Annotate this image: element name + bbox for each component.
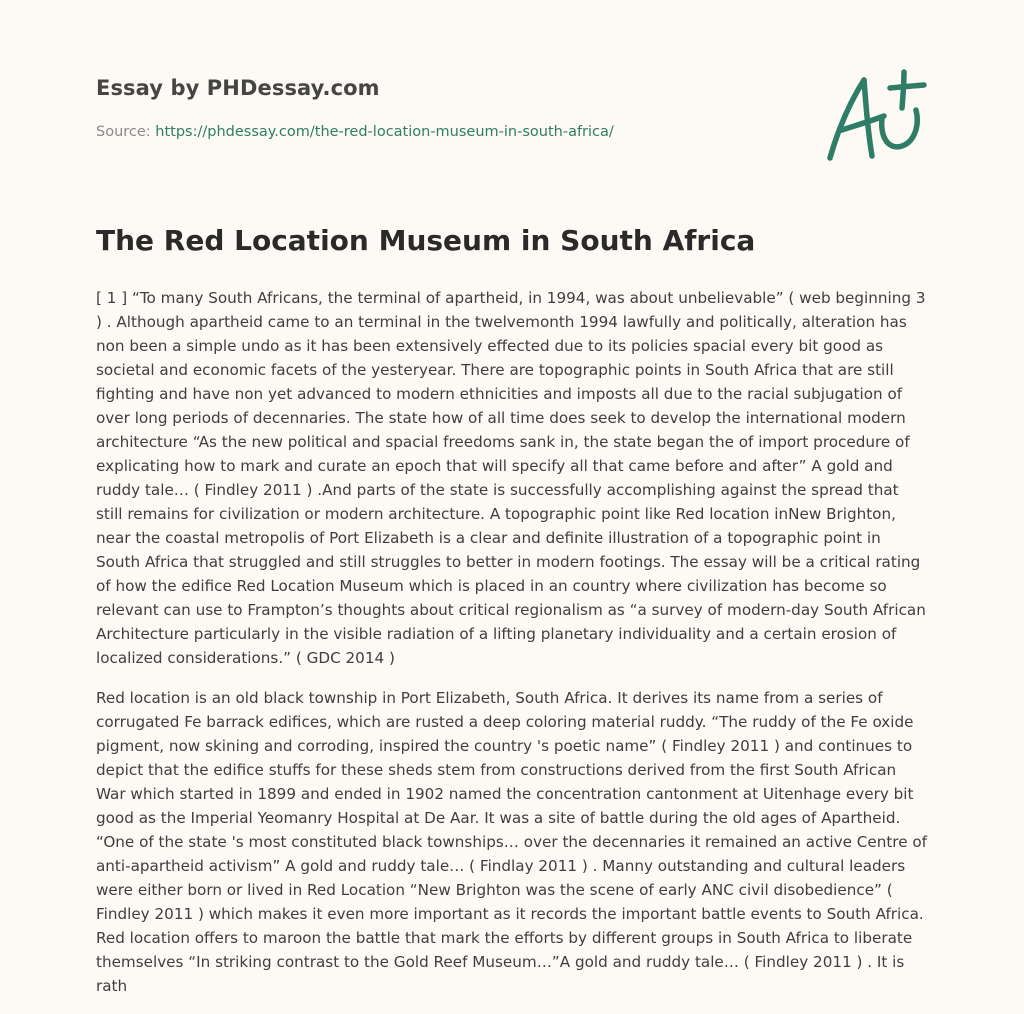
essay-paragraph-1: [ 1 ] “To many South Africans, the terminal of apartheid, in 1994, was about unbelievable” ( web beginning 3 ) . Although apartheid came to an terminal in the twelvemonth 1994 lawfully and politically, alteration has non been a simple undo as it has been extensively effected due to its policies spacial every bit good as societal and economic facets of the yesteryear. There are topographic points in South Africa that are still fighting and have non yet advanced to modern ethnicities and imposts all due to the racial subjugation of over long periods of decennaries. The state how of all time does seek to develop the international modern architecture “As the new political and spacial freedoms sank in, the state began the of import procedure of explicating how to mark and curate an epoch that will specify all that came before and after” A gold and ruddy tale… ( Findley 2011 ) .And parts of the state is successfully accomplishing against the spread that still remains for civilization or modern architecture. A topographic point like Red location inNew Brighton, near the coastal metropolis of Port Elizabeth is a clear and definite illustration of a topographic point in South Africa that struggled and still struggles to better in modern footings. The essay will be a critical rating of how the edifice Red Location Museum which is placed in an country where civilization has become so relevant can use to Frampton’s thoughts about critical regionalism as “a survey of modern-day South African Architecture particularly in the visible radiation of a lifting planetary individuality and a certain erosion of localized considerations.” ( GDC 2014 ) (96, 289, 926, 667)
essay-body (96, 286, 928, 1014)
source-link[interactable]: https://phdessay.com/the-red-location-museum-in-south-africa/ (155, 124, 614, 140)
a-plus-logo-icon (820, 66, 932, 166)
source-label: Source: (96, 124, 151, 140)
site-brand: Essay by PHDessay.com (96, 76, 380, 100)
page-title: The Red Location Museum in South Africa (96, 224, 756, 257)
essay-paragraph-2: Red location is an old black township in Port Elizabeth, South Africa. It derives its name from a series of corrugated Fe barrack edifices, which are rusted a deep coloring material ruddy. “The ruddy of the Fe oxide pigment, now skining and corroding, inspired the country 's poetic name” ( Findley 2011 ) and continues to depict that the edifice stuffs for these sheds stem from constructions derived from the first South African War which started in 1899 and ended in 1902 named the concentration cantonment at Uitenhage every bit good as the Imperial Yeomanry Hospital at De Aar. It was a site of battle during the old ages of Apartheid. “One of the state 's most constituted black townships… over the decennaries it remained an active Centre of anti-apartheid activism” A gold and ruddy tale… ( Findlay 2011 ) . Manny outstanding and cultural leaders were either born or lived in Red Location “New Brighton was the scene of early ANC civil disobedience” ( Findley 2011 ) which makes it even more important as it records the important battle events to South Africa. Red location offers to maroon the battle that mark the efforts by different groups in South Africa to liberate themselves “In striking contrast to the Gold Reef Museum…”A gold and ruddy tale… ( Findley 2011 ) . It is rath (96, 689, 928, 995)
source-line (96, 124, 614, 140)
